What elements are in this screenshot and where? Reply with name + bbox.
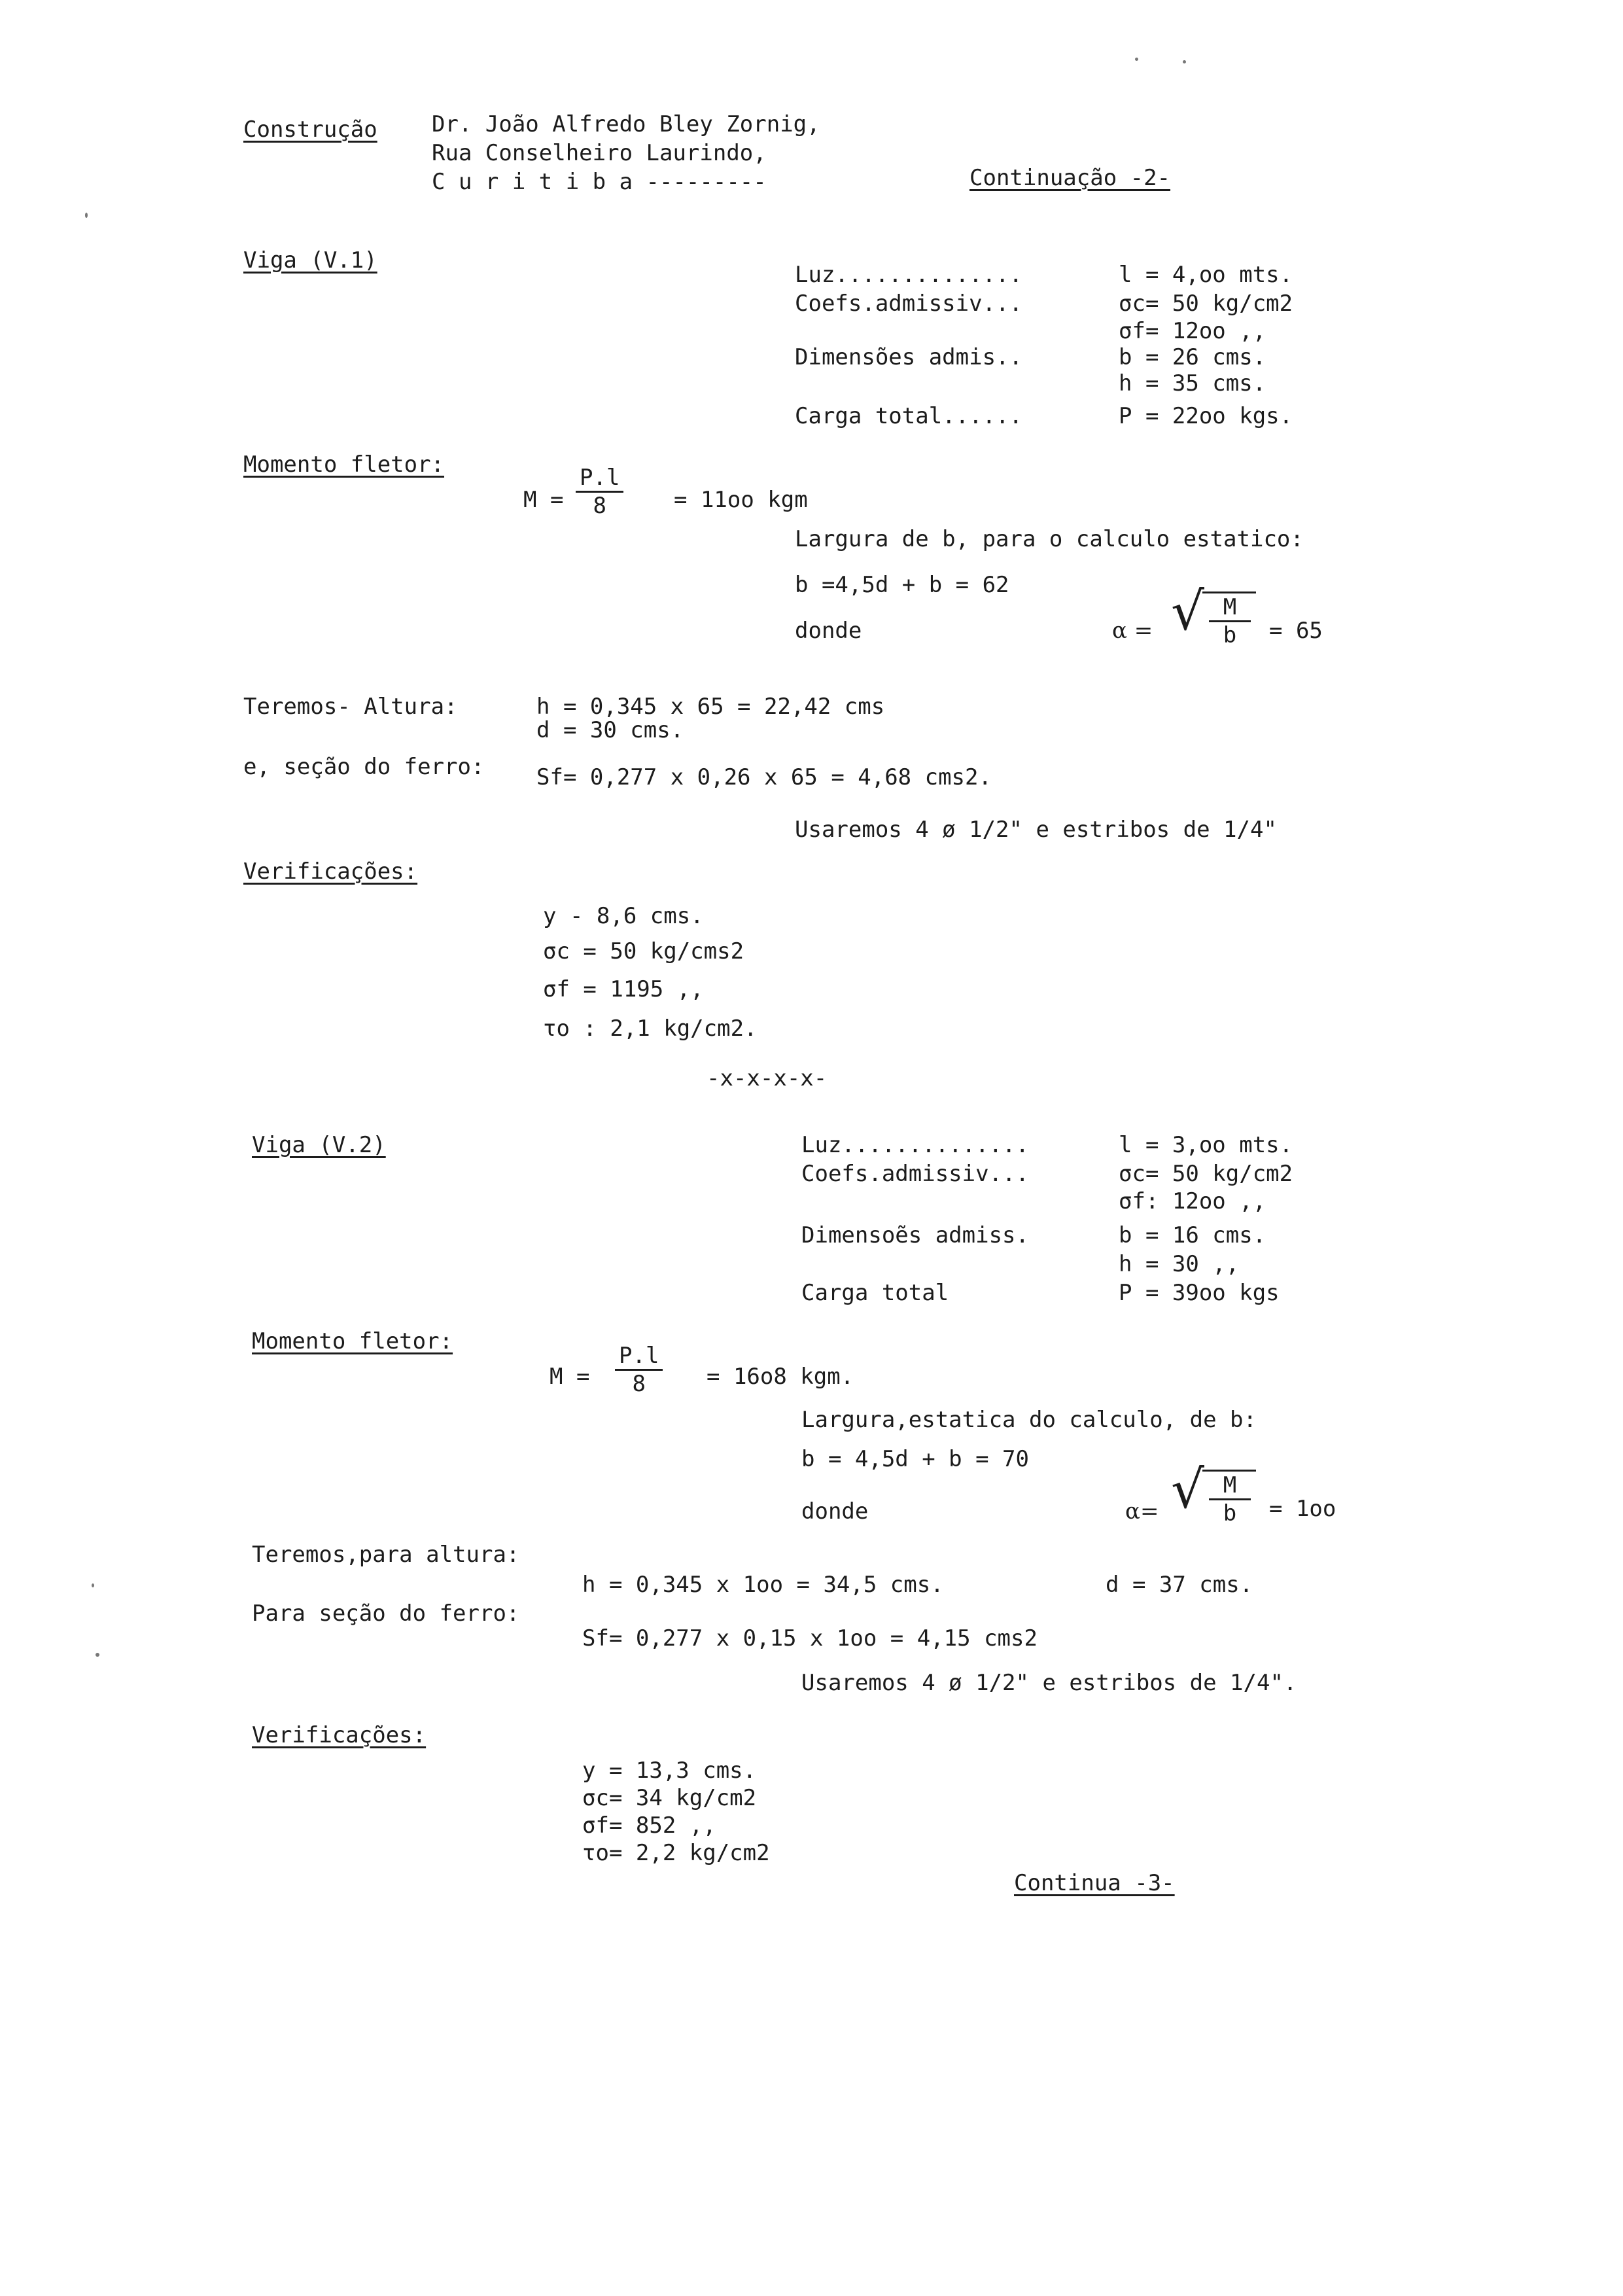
v2-momento-label: Momento fletor: bbox=[252, 1328, 453, 1354]
v1-verif-sf: σf = 1195 ,, bbox=[543, 976, 704, 1002]
v1-usaremos: Usaremos 4 ø 1/2" e estribos de 1/4" bbox=[795, 817, 1277, 843]
v2-dim-label: Dimensoẽs admiss. bbox=[801, 1222, 1029, 1248]
v1-donde: donde bbox=[795, 618, 862, 644]
scan-speck bbox=[85, 213, 88, 218]
v1-luz-label: Luz.............. bbox=[795, 262, 1022, 288]
v2-verif-label: Verificações: bbox=[252, 1722, 427, 1748]
v2-luz-value: l = 3,oo mts. bbox=[1119, 1132, 1293, 1158]
v1-sigma-c: σc= 50 kg/cm2 bbox=[1119, 291, 1293, 317]
v2-sf-calc: Sf= 0,277 x 0,15 x 1oo = 4,15 cms2 bbox=[582, 1625, 1038, 1651]
v1-sf-calc: Sf= 0,277 x 0,26 x 65 = 4,68 cms2. bbox=[536, 764, 992, 790]
v1-root-den: b bbox=[1223, 622, 1237, 648]
v2-b-value: b = 16 cms. bbox=[1119, 1222, 1266, 1248]
v1-root-fraction bbox=[1209, 594, 1251, 648]
header-name-line: Dr. João Alfredo Bley Zornig, bbox=[432, 111, 820, 137]
v2-luz-label: Luz.............. bbox=[801, 1132, 1029, 1158]
v2-alpha-result: = 1oo bbox=[1269, 1496, 1336, 1522]
v2-verif-y: y = 13,3 cms. bbox=[582, 1757, 757, 1784]
v1-m-result: = 11oo kgm bbox=[674, 487, 808, 513]
v2-alpha-lhs: α= bbox=[1125, 1498, 1159, 1525]
v1-d-calc: d = 30 cms. bbox=[536, 717, 684, 743]
v2-sqrt bbox=[1171, 1460, 1256, 1545]
v2-root-den: b bbox=[1223, 1500, 1237, 1527]
v2-root-num: M bbox=[1209, 1472, 1251, 1500]
v1-h-calc: h = 0,345 x 65 = 22,42 cms bbox=[536, 694, 885, 720]
v1-verif-tau: τo : 2,1 kg/cm2. bbox=[543, 1016, 758, 1042]
v2-frac-den: 8 bbox=[632, 1371, 646, 1397]
v2-verif-sf: σf= 852 ,, bbox=[582, 1812, 716, 1839]
v1-dim-label: Dimensões admis.. bbox=[795, 344, 1022, 370]
v1-root-bar bbox=[1202, 592, 1256, 593]
v2-root-sign: √ bbox=[1171, 1459, 1204, 1520]
v1-moment-fraction bbox=[576, 465, 623, 519]
v1-sqrt bbox=[1171, 582, 1256, 667]
v2-h-calc: h = 0,345 x 1oo = 34,5 cms. bbox=[582, 1572, 944, 1598]
scan-speck bbox=[1183, 60, 1186, 63]
v2-coefs-label: Coefs.admissiv... bbox=[801, 1161, 1029, 1187]
v1-largura-line: Largura de b, para o calculo estatico: bbox=[795, 526, 1304, 552]
v1-momento-label: Momento fletor: bbox=[243, 451, 445, 478]
v1-sigma-f: σf= 12oo ,, bbox=[1119, 318, 1266, 344]
v1-title: Viga (V.1) bbox=[243, 247, 377, 274]
continuation-label: Continuação -2- bbox=[969, 165, 1171, 191]
v1-root-sign: √ bbox=[1171, 581, 1204, 642]
v1-h-value: h = 35 cms. bbox=[1119, 370, 1266, 397]
v2-verif-sc: σc= 34 kg/cm2 bbox=[582, 1785, 757, 1811]
v1-m-lhs: M = bbox=[523, 487, 564, 513]
v2-verif-tau: τo= 2,2 kg/cm2 bbox=[582, 1840, 770, 1866]
v2-b-eq: b = 4,5d + b = 70 bbox=[801, 1446, 1029, 1472]
v2-sigma-f: σf: 12oo ,, bbox=[1119, 1188, 1266, 1214]
v1-frac-den: 8 bbox=[593, 493, 606, 519]
scan-speck bbox=[96, 1653, 99, 1657]
v1-luz-value: l = 4,oo mts. bbox=[1119, 262, 1293, 288]
v2-root-fraction bbox=[1209, 1472, 1251, 1527]
v2-m-result: = 16o8 kgm. bbox=[707, 1364, 854, 1390]
v1-carga-label: Carga total...... bbox=[795, 403, 1022, 429]
v2-h-value: h = 30 ,, bbox=[1119, 1251, 1240, 1277]
v2-d-calc: d = 37 cms. bbox=[1106, 1572, 1253, 1598]
v2-title: Viga (V.2) bbox=[252, 1132, 386, 1158]
v1-verif-label: Verificações: bbox=[243, 858, 418, 885]
v1-teremos-label: Teremos- Altura: bbox=[243, 694, 458, 720]
v2-carga-label: Carga total bbox=[801, 1280, 949, 1306]
header-label: Construção bbox=[243, 116, 377, 143]
v2-sigma-c: σc= 50 kg/cm2 bbox=[1119, 1161, 1293, 1187]
v1-carga-value: P = 22oo kgs. bbox=[1119, 403, 1293, 429]
header-city-line: C u r i t i b a --------- bbox=[432, 169, 767, 195]
scan-speck bbox=[92, 1583, 94, 1587]
v1-verif-y: y - 8,6 cms. bbox=[543, 903, 704, 929]
v2-teremos-label: Teremos,para altura: bbox=[252, 1542, 520, 1568]
v2-donde: donde bbox=[801, 1498, 869, 1525]
scan-speck bbox=[1135, 58, 1138, 61]
v1-root-num: M bbox=[1209, 594, 1251, 622]
continua-label: Continua -3- bbox=[1014, 1870, 1175, 1896]
v2-largura-line: Largura,estatica do calculo, de b: bbox=[801, 1407, 1257, 1433]
v1-b-value: b = 26 cms. bbox=[1119, 344, 1266, 370]
v1-secao-label: e, seção do ferro: bbox=[243, 754, 485, 780]
v2-root-bar bbox=[1202, 1470, 1256, 1472]
v2-secao-label: Para seção do ferro: bbox=[252, 1600, 520, 1627]
v1-alpha-result: = 65 bbox=[1269, 618, 1323, 644]
v2-moment-fraction bbox=[615, 1343, 663, 1397]
section-separator: -x-x-x-x- bbox=[707, 1065, 828, 1091]
v1-coefs-label: Coefs.admissiv... bbox=[795, 291, 1022, 317]
v1-frac-num: P.l bbox=[576, 465, 623, 493]
v1-alpha-lhs: α = bbox=[1112, 618, 1153, 644]
v2-frac-num: P.l bbox=[615, 1343, 663, 1371]
v2-usaremos: Usaremos 4 ø 1/2" e estribos de 1/4". bbox=[801, 1670, 1297, 1696]
v2-carga-value: P = 39oo kgs bbox=[1119, 1280, 1280, 1306]
v2-m-lhs: M = bbox=[550, 1364, 590, 1390]
v1-verif-sc: σc = 50 kg/cms2 bbox=[543, 938, 744, 964]
v1-b-eq: b =4,5d + b = 62 bbox=[795, 572, 1009, 598]
header-street-line: Rua Conselheiro Laurindo, bbox=[432, 140, 767, 166]
